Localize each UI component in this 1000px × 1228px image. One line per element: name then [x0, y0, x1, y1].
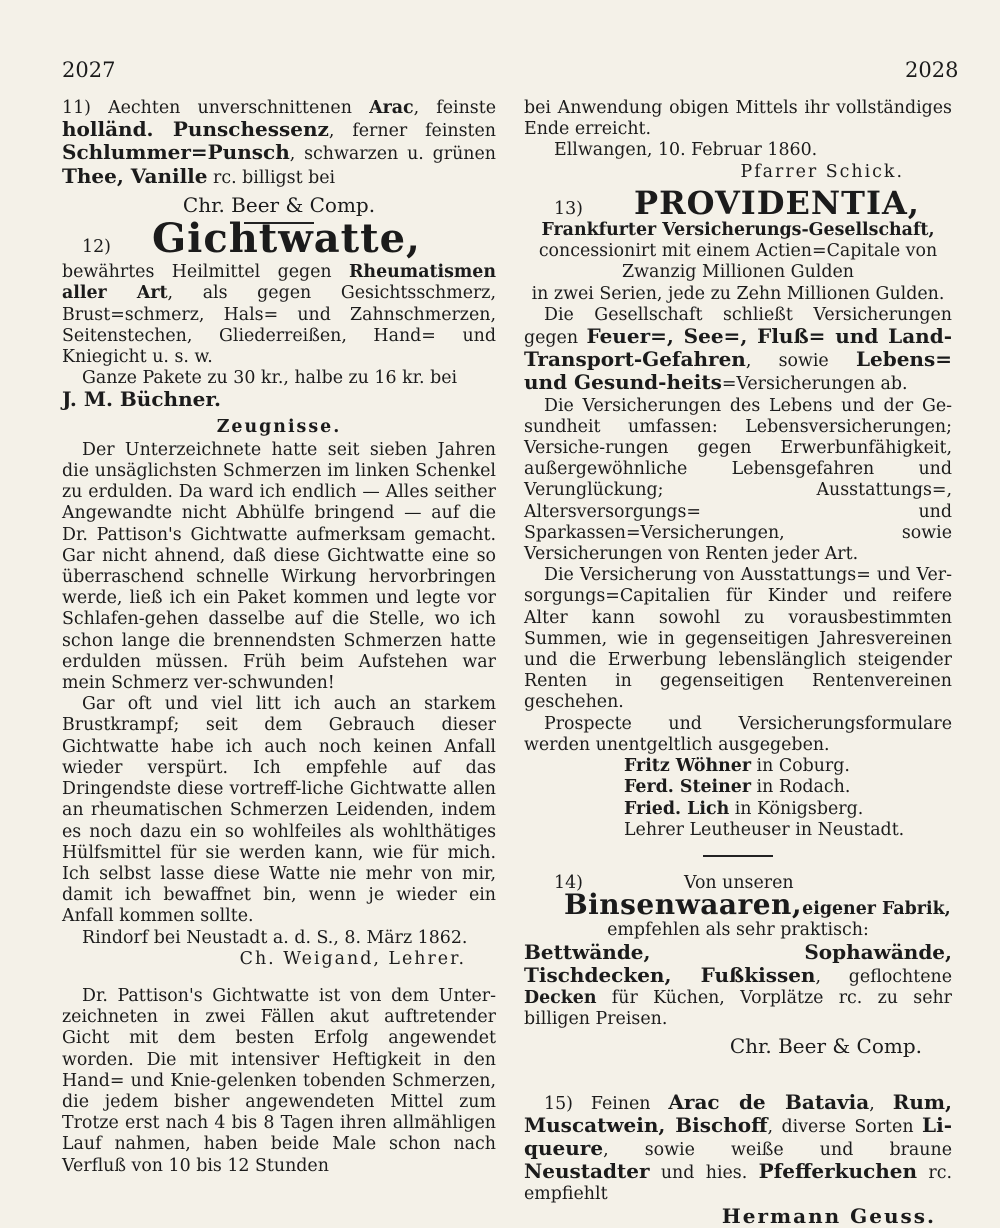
ad12-paragraph: Dr. Pattison's Gichtwatte ist von dem Unter-zeichneten in zwei Fällen akut auftretender Gicht mit dem besten Erfolg angewendet worden. Die mit intensiver Heftigkeit in den Hand= und Knie-gelenken tobenden Schmerzen, die jedem bisher angewendeten Mittel zum Trotze erst nach 4 bis 8 Tagen ihren allmähligen Lauf nahmen, haben beide Male schon nach Verfluß von 10 bis 12 Stunden [62, 985, 496, 1176]
ad13-title: PROVIDENTIA, [634, 183, 920, 222]
ad15-bold: Li-queure [524, 1112, 952, 1160]
page-number-left: 2027 [62, 58, 116, 82]
ad12-number: 12) [82, 237, 111, 258]
ad14-firm: Chr. Beer & Comp. [729, 1034, 922, 1059]
ad13-text: Die Gesellschaft schließt Versicherungen gegen [524, 304, 952, 349]
ad13-subtitle: Zwanzig Millionen Gulden [622, 262, 854, 283]
ad11-text: , ferner feinsten [328, 121, 496, 142]
ad15-bold: Arac de Batavia [668, 1089, 870, 1114]
ad15-text: rc. empfiehlt [524, 1163, 953, 1205]
ad12-paragraph: Der Unterzeichnete hatte seit sieben Jahren die unsäglichsten Schmerzen im linken Schenkel zu erdulden. Da ward ich endlich — Alles seither Angewandte nicht Abhülfe bringend — auf die Dr. Pattison's Gichtwatte aufmerksam gemacht. Gar nicht ahnend, daß diese Gichtwatte eine so überraschend schnelle Wirkung hervorbringen werde, ließ ich ein Paket kommen und legte vor Schlafen-gehen dasselbe auf die Stelle, wo ich schon lange die brennendsten Schmerzen hatte erdulden müssen. Früh beim Aufstehen war mein Schmerz ver-schwunden! [62, 439, 496, 694]
ad13-agent: Fried. Lich in Königsberg. [624, 798, 864, 819]
ad13-paragraph: Die Versicherungen des Lebens und der Ge-sundheit umfassen: Lebensversicherungen; Versiche-rungen gegen Erwerbunfähigkeit, außergewöhnliche Lebensgefahren und Verunglückung; Ausstattungs=, Altersversorgungs= und Sparkassen=Versicherungen, sowie Versicherungen von Renten jeder Art. [524, 395, 952, 565]
ad13-bold: Feuer=, See=, Fluß= und Land-Transport-Gefahren [524, 324, 953, 372]
ad15-text: , [869, 1093, 893, 1114]
ad12-seller: J. M. Büchner. [62, 387, 221, 412]
ad-11 [62, 98, 496, 224]
ad13-agent: Lehrer Leutheuser in Neustadt. [624, 819, 905, 840]
ad15-text: , diverse Sorten [767, 1116, 923, 1137]
ad15-text: , sowie weiße und braune [603, 1139, 952, 1160]
ad15-bold: Neustadter [524, 1159, 650, 1184]
ad13-text: =Versicherungen ab. [721, 374, 908, 395]
ad12-zeugnisse: Zeugnisse. [216, 416, 342, 437]
ad12-text: , als gegen Gesichtsschmerz, Brust=schmerz, Hals= und Zahnschmerzen, Seitenstechen, Gliederreißen, Hand= und Kniegicht u. s. w. [62, 283, 496, 368]
ad15-text: und hies. [649, 1163, 759, 1184]
ad12-paragraph: Gar oft und viel litt ich auch an starkem Brustkrampf; seit dem Gebrauch dieser Gichtwatte habe ich auch noch keinen Anfall wieder verspürt. Ich empfehle auf das Dringendste diese vortreff-liche Gichtwatte allen an rheumatischen Schmerzen Leidenden, indem es noch dazu ein so wohlfeiles als wohlthätiges Hülfsmittel für sie werden kann, wie für mich. Ich selbst lasse diese Watte nie mehr von mir, damit ich bewaffnet bin, wenn je wieder ein Anfall kommen sollte. [62, 694, 496, 927]
ad13-number: 13) [554, 198, 583, 219]
ad13-agent-list [524, 756, 952, 841]
ad13-subtitle: concessionirt mit einem Actien=Capitale von [538, 241, 938, 262]
ad14-text: , geflochtene [815, 966, 953, 987]
ad15-signature: Hermann Geuss. [721, 1203, 936, 1228]
ad14-bold: Decken [524, 987, 597, 1008]
page-number-right: 2028 [905, 58, 959, 82]
ad12-continuation: bei Anwendung obigen Mittels ihr vollständiges Ende erreicht. [524, 98, 952, 140]
ad14-items: Bettwände, Sophawände, Tischdecken, Fußkissen [524, 939, 952, 987]
ad14-title: Binsenwaaren, [564, 888, 803, 922]
ad14-line: empfehlen als sehr praktisch: [607, 920, 869, 941]
divider [703, 855, 773, 857]
ad-15 [524, 1089, 953, 1228]
ad12-text: bewährtes Heilmittel gegen [62, 262, 349, 283]
ad14-intro: Von unseren [684, 872, 794, 893]
ad11-bold: Schlummer=Punsch [62, 140, 290, 165]
ad11-text: , feinste [413, 98, 496, 118]
ad12-place-2: Ellwangen, 10. Februar 1860. [554, 140, 818, 161]
ad11-firm: Chr. Beer & Comp. [182, 192, 376, 217]
ad13-bold: Lebens= und Gesund-heits [524, 347, 952, 395]
ad12-bold: Rheumatismen aller Art [62, 262, 496, 304]
ad11-text: , schwarzen u. grünen [289, 144, 496, 165]
ad13-paragraph: Die Versicherung von Ausstattungs= und Ver-sorgungs=Capitalien für Kinder und reifere Alter kann sowohl zu vorausbestimmten Summen, wie in gegenseitigen Jahresvereinen und die Erwerbung lebenslänglich steigender Renten in gegenseitigen Rentenvereinen geschehen. [524, 565, 952, 713]
ad13-text: , sowie [745, 351, 856, 372]
ad11-bold: Arac [369, 98, 414, 118]
ad14-subtitle: eigener Fabrik, [802, 899, 951, 920]
ad15-bold: Pfefferkuchen [758, 1159, 918, 1184]
ad-12-continued [524, 98, 952, 183]
ad13-subtitle: in zwei Serien, jede zu Zehn Millionen Gulden. [531, 283, 945, 304]
ad12-place: Rindorf bei Neustadt a. d. S., 8. März 1862. [82, 927, 468, 948]
ad12-price: Ganze Pakete zu 30 kr., halbe zu 16 kr. bei [82, 368, 458, 389]
ad15-bold: Rum, Muscatwein, Bischoff [524, 1089, 952, 1137]
ad12-signature: Ch. Weigand, Lehrer. [239, 948, 466, 969]
ad13-agent: Ferd. Steiner in Rodach. [624, 777, 851, 798]
ad14-text: für Küchen, Vorplätze rc. zu sehr billigen Preisen. [524, 987, 952, 1030]
ad12-title: Gichtwatte, [152, 215, 421, 263]
ad11-text: rc. billigst bei [207, 167, 336, 188]
ad11-bold: holländ. Punschessenz [62, 117, 329, 142]
ad11-bold: Thee, Vanille [62, 163, 208, 188]
ad11-text: 11) Aechten unverschnittenen [62, 98, 370, 118]
ad-12 [62, 215, 496, 1177]
left-column [62, 98, 496, 1177]
ad13-subtitle: Frankfurter Versicherungs-Gesellschaft, [541, 220, 935, 241]
ad14-number: 14) [554, 872, 583, 893]
ad13-paragraph: Prospecte und Versicherungsformulare werden unentgeltlich ausgegeben. [524, 713, 952, 755]
ad-14 [524, 873, 952, 1058]
ad-13 [524, 183, 953, 857]
ad13-agent: Fritz Wöhner in Coburg. [624, 756, 850, 777]
ad15-text: 15) Feinen [544, 1093, 669, 1114]
ad12-signature-2: Pfarrer Schick. [740, 161, 904, 182]
right-column [524, 98, 952, 1227]
